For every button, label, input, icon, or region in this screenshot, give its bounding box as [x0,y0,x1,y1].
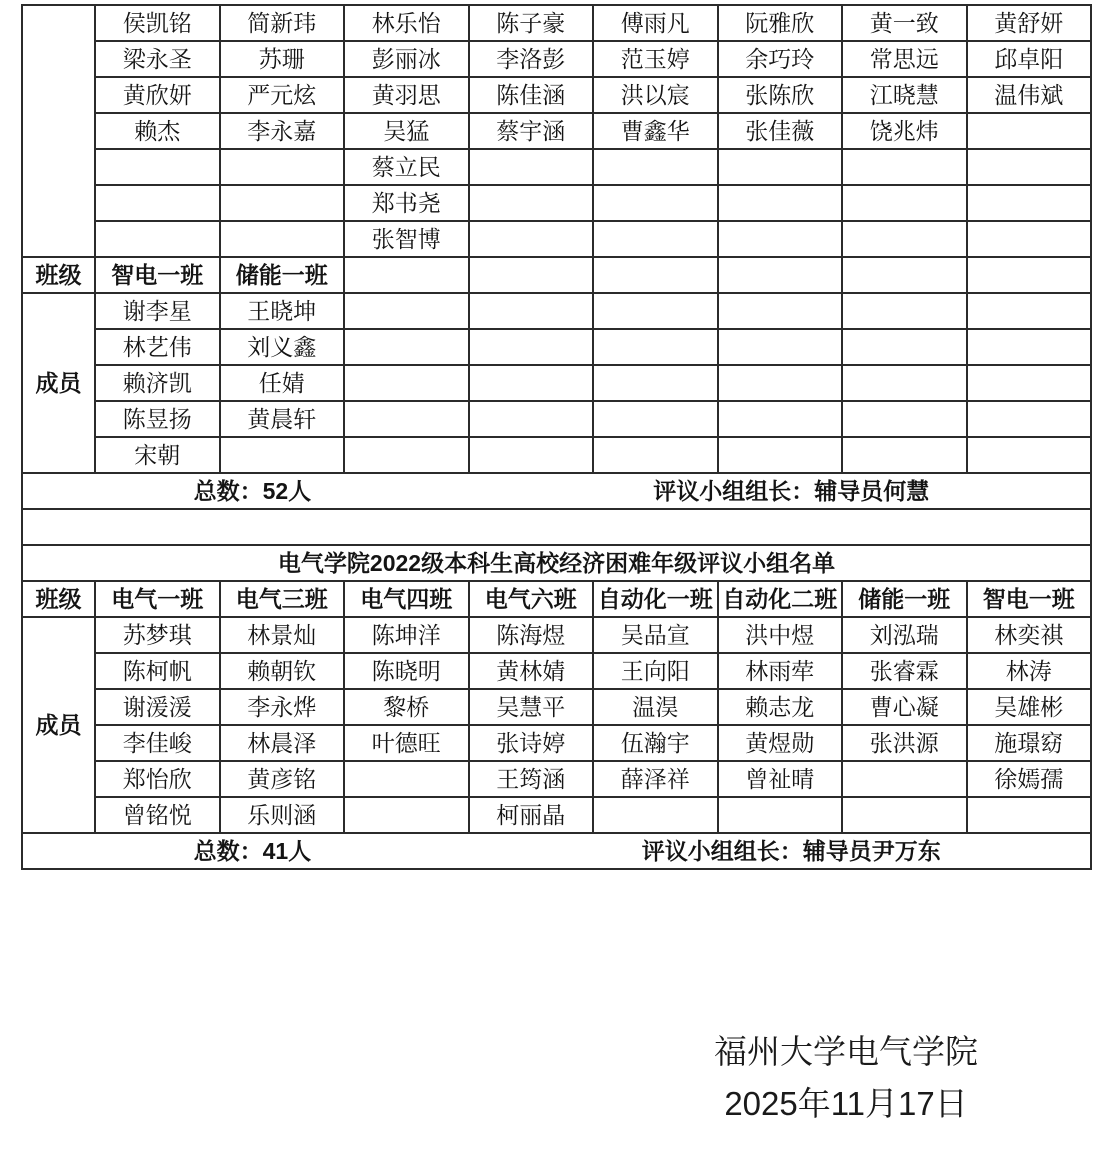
name-cell: 张睿霖 [842,653,967,689]
name-cell: 王向阳 [593,653,718,689]
class-header-cell: 电气三班 [220,581,345,617]
empty-cell [593,293,718,329]
name-cell: 邱卓阳 [967,41,1092,77]
name-cell: 黄一致 [842,5,967,41]
empty-cell [469,401,594,437]
table-row [22,725,1091,761]
table-row [22,401,1091,437]
name-cell: 刘泓瑞 [842,617,967,653]
name-cell: 林景灿 [220,617,345,653]
name-cell: 吴猛 [344,113,469,149]
name-cell: 林奕祺 [967,617,1092,653]
name-cell: 徐嫣孺 [967,761,1092,797]
name-cell: 林艺伟 [95,329,220,365]
empty-cell [469,329,594,365]
name-cell: 林涛 [967,653,1092,689]
name-cell: 赖志龙 [718,689,843,725]
empty-cell [344,401,469,437]
table-row [22,257,1091,293]
name-cell: 张陈欣 [718,77,843,113]
table-row [22,5,1091,41]
empty-cell [718,365,843,401]
name-cell: 任婧 [220,365,345,401]
empty-cell [220,185,345,221]
empty-cell [967,149,1092,185]
name-cell: 曹鑫华 [593,113,718,149]
empty-cell [718,293,843,329]
signature-org: 福州大学电气学院 [714,1033,978,1070]
empty-cell [593,185,718,221]
empty-cell [344,761,469,797]
class-header-cell: 储能一班 [842,581,967,617]
table-row [22,617,1091,653]
empty-cell [967,257,1092,293]
name-cell: 陈子豪 [469,5,594,41]
table-row [22,581,1091,617]
total-count-label: 总数：52人 [193,477,312,504]
name-cell: 宋朝 [95,437,220,473]
empty-cell [469,149,594,185]
class-row-label: 班级 [22,581,95,617]
signature-date: 2025年11月17日 [724,1085,968,1122]
group-leader-label: 评议小组组长：辅导员尹万东 [641,837,941,864]
table-title: 电气学院2022级本科生高校经济困难年级评议小组名单 [22,545,1091,581]
name-cell: 黄晨轩 [220,401,345,437]
table-row [22,689,1091,725]
name-cell: 张智博 [344,221,469,257]
table-row [22,77,1091,113]
name-cell: 薛泽祥 [593,761,718,797]
name-cell: 黄羽思 [344,77,469,113]
name-cell: 温伟斌 [967,77,1092,113]
empty-cell [718,221,843,257]
empty-cell [967,365,1092,401]
table-row [22,149,1091,185]
empty-cell [718,185,843,221]
name-cell: 陈坤洋 [344,617,469,653]
table-row [22,329,1091,365]
table-row [22,509,1091,545]
summary-row-cell [22,833,1091,869]
class-name-cell: 储能一班 [220,257,345,293]
name-cell: 刘义鑫 [220,329,345,365]
empty-cell [344,437,469,473]
class-header-cell: 电气四班 [344,581,469,617]
empty-cell [842,185,967,221]
name-cell: 柯丽晶 [469,797,594,833]
name-cell: 彭丽冰 [344,41,469,77]
empty-cell [469,221,594,257]
name-cell: 曾祉晴 [718,761,843,797]
name-cell: 黄欣妍 [95,77,220,113]
name-cell: 林雨荦 [718,653,843,689]
name-cell: 谢湲湲 [95,689,220,725]
name-cell: 叶德旺 [344,725,469,761]
name-cell: 黎桥 [344,689,469,725]
empty-cell [593,437,718,473]
group-leader-label: 评议小组组长：辅导员何慧 [653,477,930,504]
empty-cell [967,401,1092,437]
empty-cell [593,149,718,185]
empty-cell [95,221,220,257]
name-cell: 伍瀚宇 [593,725,718,761]
name-cell: 林乐怡 [344,5,469,41]
name-cell: 陈柯帆 [95,653,220,689]
table-row [22,545,1091,581]
table-row [22,797,1091,833]
name-cell: 温淏 [593,689,718,725]
name-cell: 傅雨凡 [593,5,718,41]
empty-cell [718,401,843,437]
merged-label-cell [22,5,95,257]
name-cell: 陈佳涵 [469,77,594,113]
name-cell: 李洛彭 [469,41,594,77]
table-row [22,473,1091,509]
class-header-cell: 智电一班 [967,581,1092,617]
name-cell: 郑书尧 [344,185,469,221]
name-cell: 张洪源 [842,725,967,761]
name-cell: 张诗婷 [469,725,594,761]
name-cell: 李永烨 [220,689,345,725]
empty-cell [344,329,469,365]
class-header-cell: 自动化一班 [593,581,718,617]
empty-cell [220,221,345,257]
empty-cell [967,329,1092,365]
total-count-label: 总数：41人 [193,837,312,864]
name-cell: 饶兆炜 [842,113,967,149]
name-cell: 王晓坤 [220,293,345,329]
name-cell: 赖济凯 [95,365,220,401]
name-cell: 洪中煜 [718,617,843,653]
empty-cell [842,329,967,365]
name-cell: 施璟窈 [967,725,1092,761]
empty-cell [469,257,594,293]
name-cell: 江晓慧 [842,77,967,113]
name-cell: 吴雄彬 [967,689,1092,725]
spacer-cell [22,509,1091,545]
name-cell: 陈昱扬 [95,401,220,437]
name-cell: 黄煜勋 [718,725,843,761]
class-row-label: 班级 [22,257,95,293]
name-cell: 王筠涵 [469,761,594,797]
empty-cell [593,221,718,257]
empty-cell [593,329,718,365]
name-cell: 吴慧平 [469,689,594,725]
empty-cell [718,149,843,185]
table-row [22,41,1091,77]
name-cell: 洪以宸 [593,77,718,113]
table-row [22,437,1091,473]
name-cell: 赖朝钦 [220,653,345,689]
name-cell: 林晨泽 [220,725,345,761]
empty-cell [469,365,594,401]
empty-cell [967,185,1092,221]
name-cell: 黄舒妍 [967,5,1092,41]
name-cell: 常思远 [842,41,967,77]
name-cell: 范玉婷 [593,41,718,77]
table-row [22,653,1091,689]
class-header-cell: 自动化二班 [718,581,843,617]
name-cell: 李永嘉 [220,113,345,149]
name-cell: 赖杰 [95,113,220,149]
name-cell: 陈晓明 [344,653,469,689]
table-row [22,833,1091,869]
table-row [22,761,1091,797]
empty-cell [593,365,718,401]
empty-cell [967,797,1092,833]
empty-cell [842,365,967,401]
name-cell: 陈海煜 [469,617,594,653]
empty-cell [842,149,967,185]
empty-cell [220,149,345,185]
name-cell: 阮雅欣 [718,5,843,41]
empty-cell [593,797,718,833]
name-cell: 严元炫 [220,77,345,113]
name-cell: 蔡立民 [344,149,469,185]
empty-cell [718,257,843,293]
name-cell: 李佳峻 [95,725,220,761]
empty-cell [842,761,967,797]
empty-cell [842,257,967,293]
name-cell: 吴品宣 [593,617,718,653]
name-cell: 黄林婧 [469,653,594,689]
empty-cell [842,221,967,257]
name-cell: 乐则涵 [220,797,345,833]
roster-table [21,4,1092,870]
class-header-cell: 电气一班 [95,581,220,617]
table-row [22,113,1091,149]
empty-cell [469,185,594,221]
empty-cell [344,797,469,833]
name-cell: 曾铭悦 [95,797,220,833]
empty-cell [220,437,345,473]
empty-cell [344,365,469,401]
name-cell: 郑怡欣 [95,761,220,797]
empty-cell [95,149,220,185]
empty-cell [842,293,967,329]
empty-cell [967,113,1092,149]
name-cell: 梁永圣 [95,41,220,77]
name-cell: 余巧玲 [718,41,843,77]
member-label-cell: 成员 [22,617,95,833]
table-row [22,221,1091,257]
name-cell: 谢李星 [95,293,220,329]
empty-cell [718,437,843,473]
empty-cell [967,221,1092,257]
name-cell: 苏珊 [220,41,345,77]
empty-cell [718,797,843,833]
table-row [22,293,1091,329]
empty-cell [469,293,594,329]
empty-cell [593,401,718,437]
name-cell: 侯凯铭 [95,5,220,41]
name-cell: 苏梦琪 [95,617,220,653]
table-row [22,185,1091,221]
summary-row-cell [22,473,1091,509]
empty-cell [593,257,718,293]
empty-cell [344,257,469,293]
empty-cell [95,185,220,221]
empty-cell [967,437,1092,473]
name-cell: 张佳薇 [718,113,843,149]
table-row [22,365,1091,401]
empty-cell [344,293,469,329]
class-header-cell: 电气六班 [469,581,594,617]
empty-cell [842,437,967,473]
name-cell: 曹心凝 [842,689,967,725]
empty-cell [842,401,967,437]
empty-cell [967,293,1092,329]
signature-block [700,1026,992,1130]
empty-cell [718,329,843,365]
empty-cell [842,797,967,833]
empty-cell [469,437,594,473]
name-cell: 蔡宇涵 [469,113,594,149]
class-name-cell: 智电一班 [95,257,220,293]
name-cell: 黄彦铭 [220,761,345,797]
member-label-cell: 成员 [22,293,95,473]
name-cell: 简新玮 [220,5,345,41]
